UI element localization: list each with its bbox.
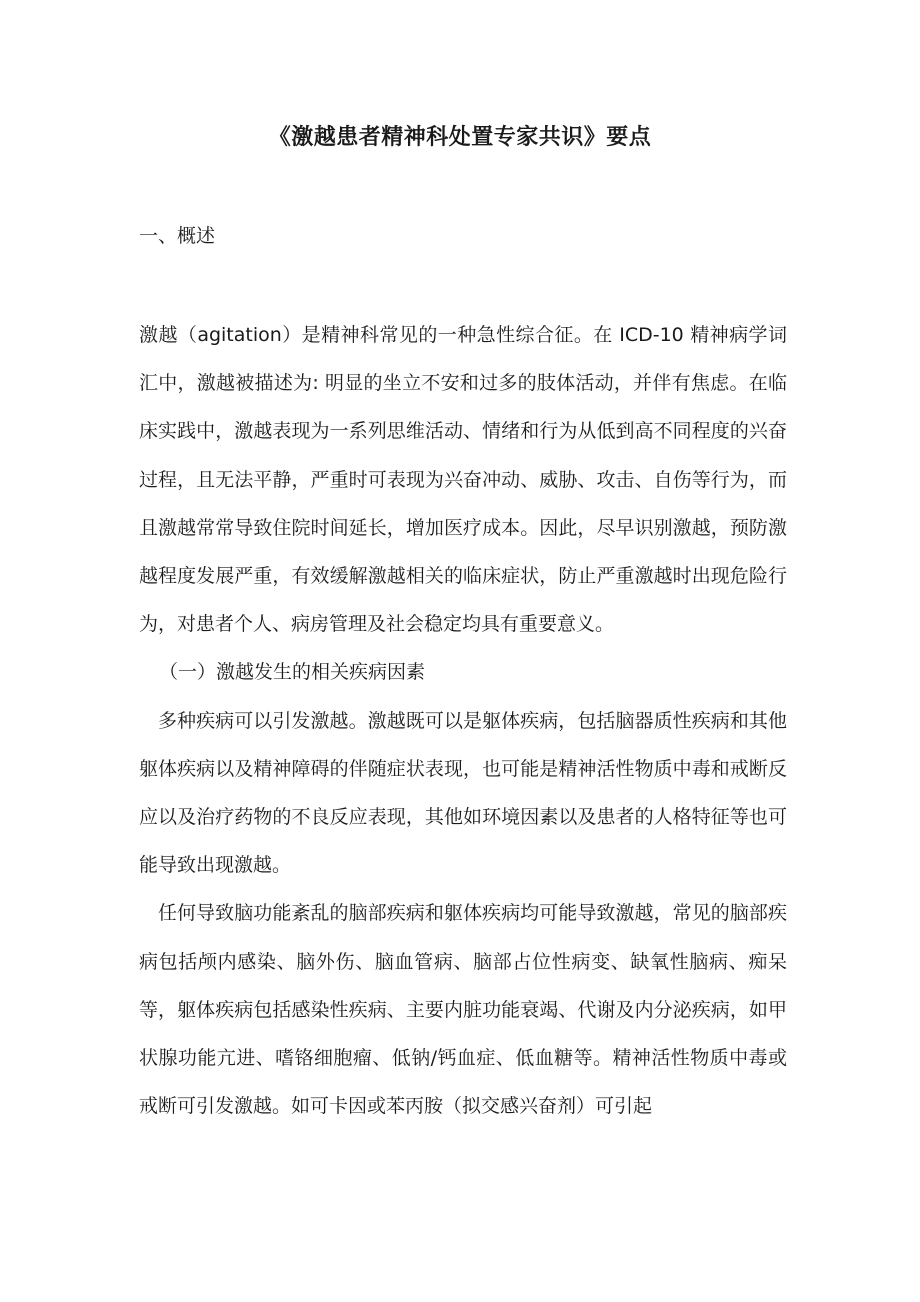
- paragraph-brain-body: 任何导致脑功能紊乱的脑部疾病和躯体疾病均可能导致激越，常见的脑部疾病包括颅内感染、脑外伤、脑血管病、脑部占位性病变、缺氧性脑病、痴呆等，躯体疾病包括感染性疾病、主要内脏功能衰竭、代谢及内分泌疾病，如甲状腺功能亢进、嗜铬细胞瘤、低钠/钙血症、低血糖等。精神活性物质中毒或戒断可引发激越。如可卡因或苯丙胺（拟交感兴奋剂）可引起: [139, 902, 787, 1118]
- subheading-disease-factors: （一）激越发生的相关疾病因素: [159, 661, 426, 684]
- paragraph-diseases: 多种疾病可以引发激越。激越既可以是躯体疾病，包括脑器质性疾病和其他躯体疾病以及精神障碍的伴随症状表现，也可能是精神活性物质中毒和戒断反应以及治疗药物的不良反应表现，其他如环境因素以及患者的人格特征等也可能导致出现激越。: [139, 709, 787, 877]
- paragraph-intro: 激越（agitation）是精神科常见的一种急性综合征。在 ICD-10 精神病学词汇中，激越被描述为: 明显的坐立不安和过多的肢体活动，并伴有焦虑。在临床实践中，激越表现为一系列思维活动、情绪和行为从低到高不同程度的兴奋过程，且无法平静，严重时可表现为兴奋冲动、威胁、攻击、自伤等行为，而且激越常常导致住院时间延长，增加医疗成本。因此，尽早识别激越，预防激越程度发展严重，有效缓解激越相关的临床症状，防止严重激越时出现危险行为，对患者个人、病房管理及社会稳定均具有重要意义。: [139, 324, 787, 636]
- section-heading-overview: 一、概述: [139, 225, 216, 247]
- document-body: [139, 311, 787, 1130]
- document-title: 《激越患者精神科处置专家共识》要点: [268, 125, 652, 150]
